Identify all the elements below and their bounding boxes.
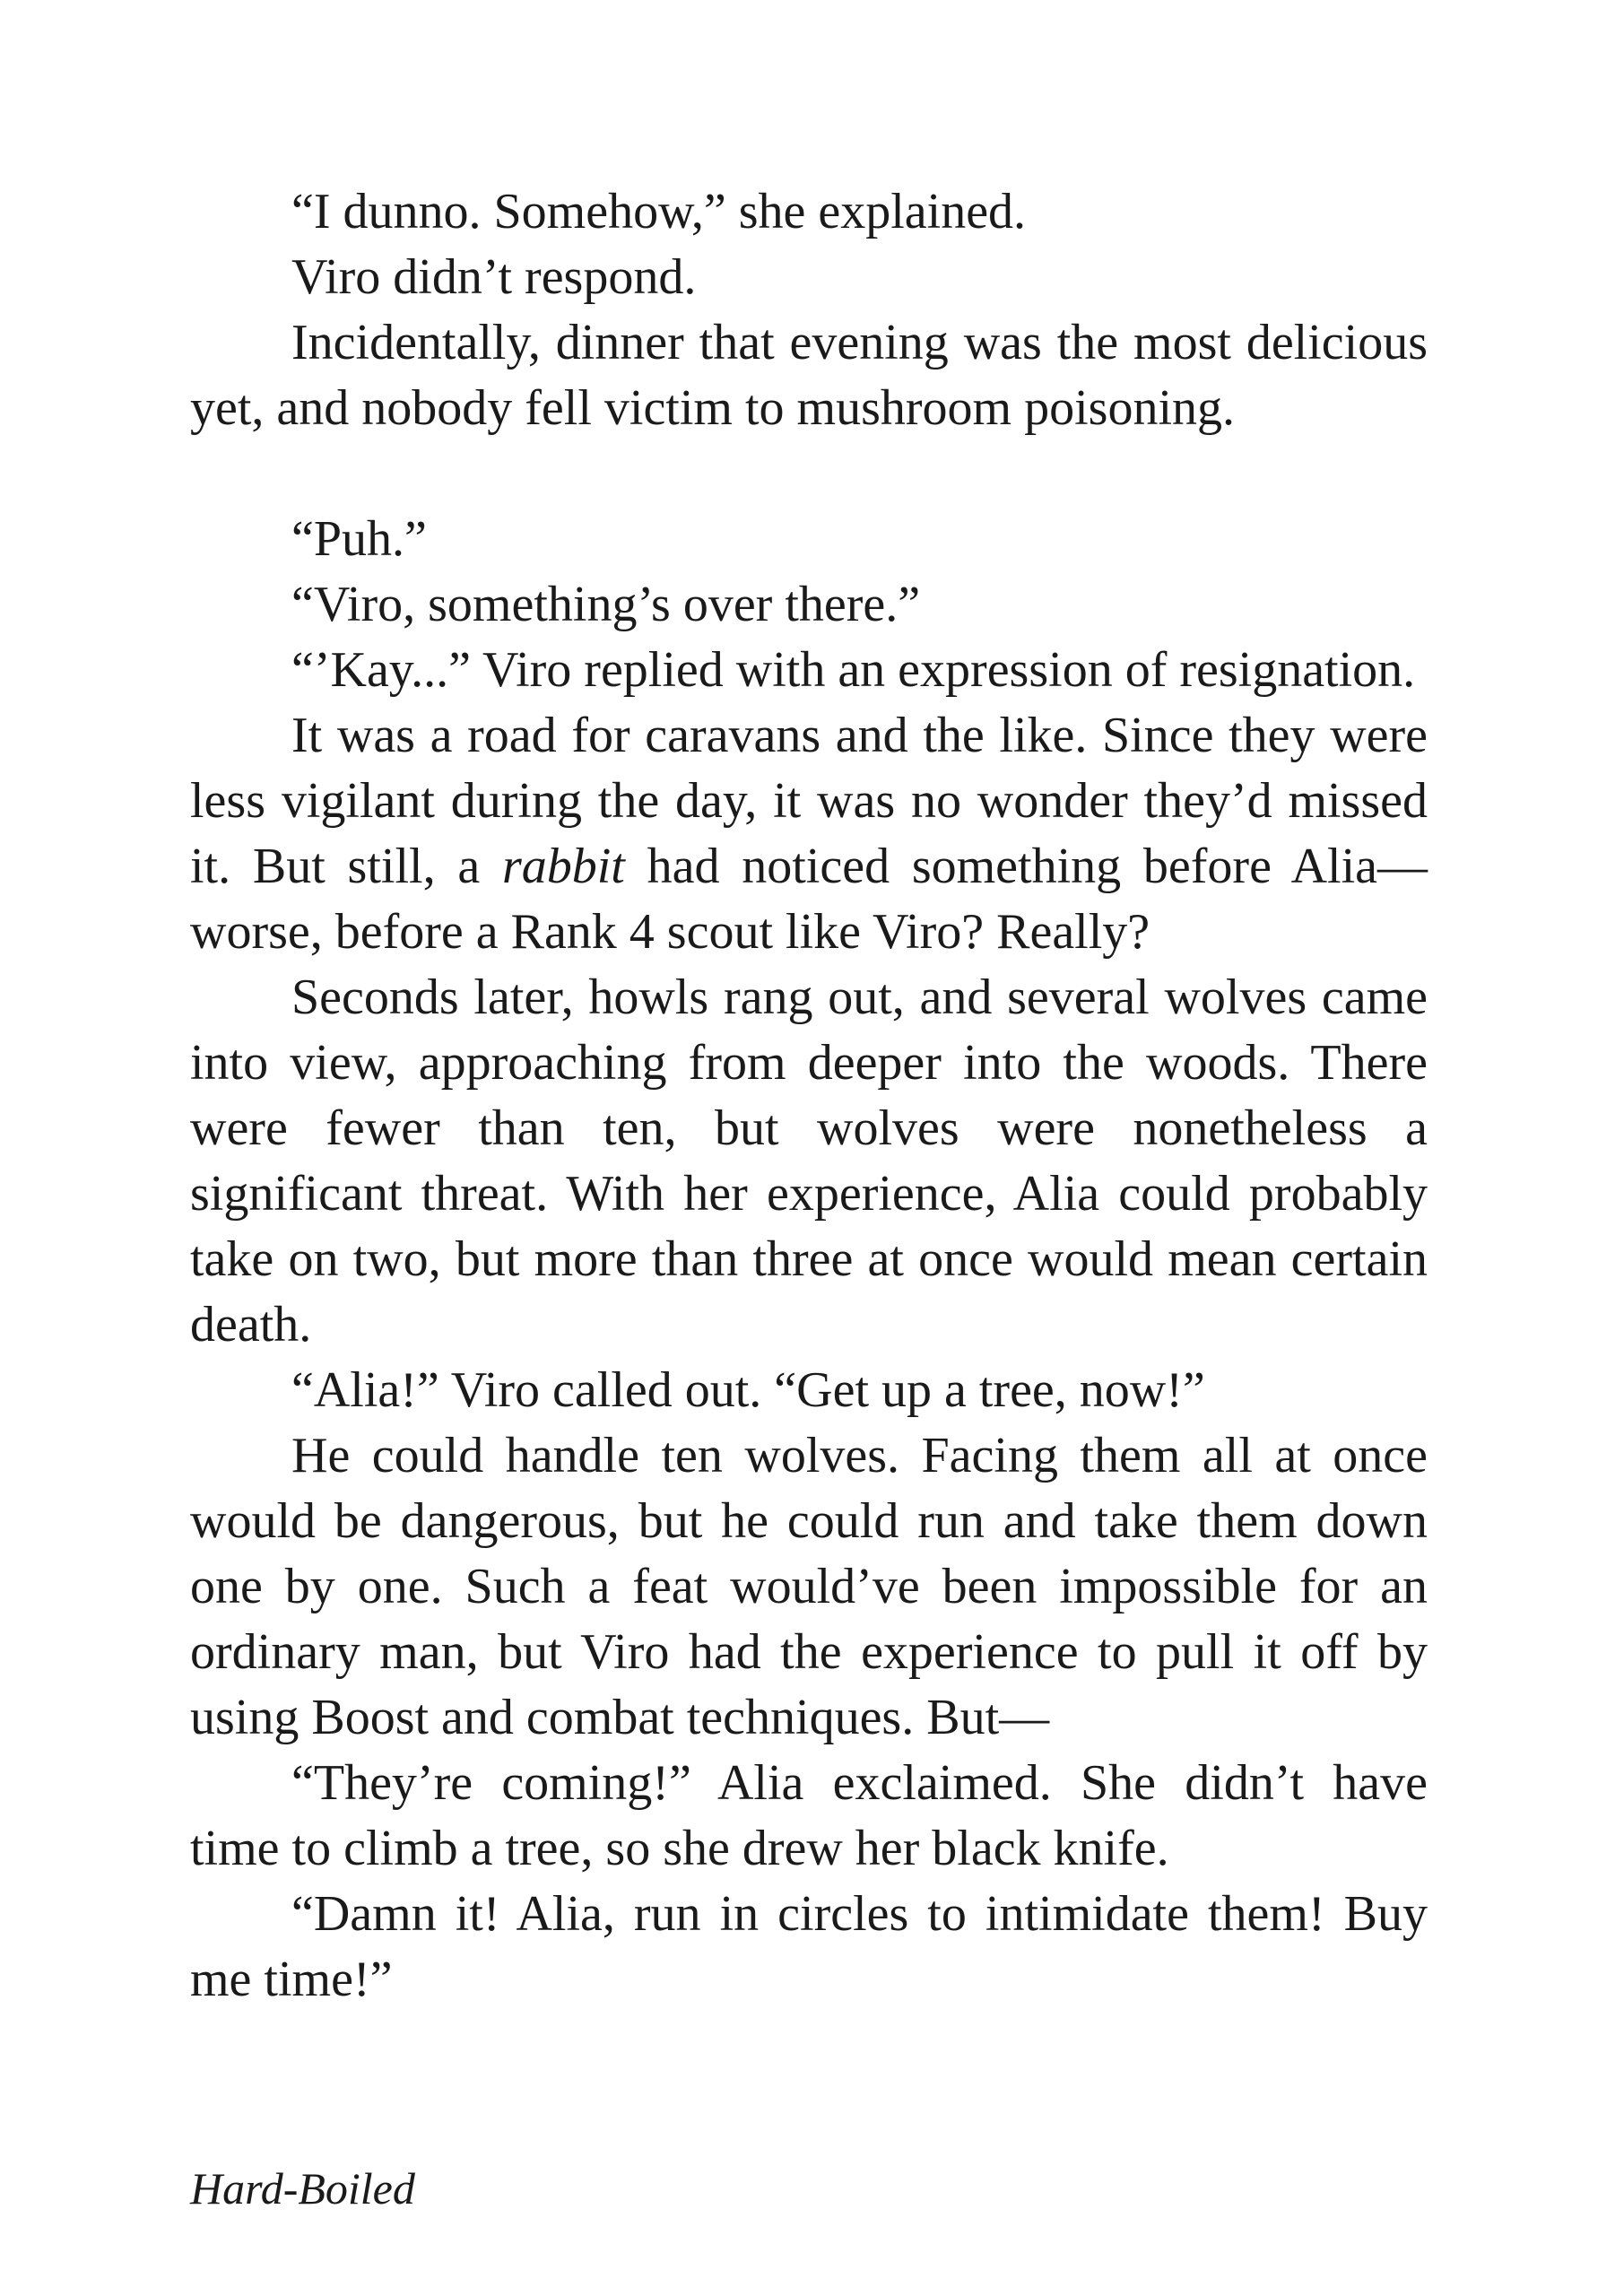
paragraph-10: He could handle ten wolves. Facing them all at once would be dangerous, but he could run and take them down one by one. Such a feat would’ve been impossible for an ordinary man, but Viro had the experience to pull it off by using Boost and combat techniques. But—: [190, 1428, 1428, 1745]
paragraph-7: [190, 703, 1428, 965]
paragraph-9: “Alia!” Viro called out. “Get up a tree, now!”: [291, 1362, 1205, 1418]
paragraph-4: “Puh.”: [291, 511, 427, 567]
paragraph-3: Incidentally, dinner that evening was the most delicious yet, and nobody fell victim to mushroom poisoning.: [190, 315, 1428, 436]
footer-book-title: Hard-Boiled: [190, 2163, 415, 2213]
paragraph-6: “’Kay...” Viro replied with an expression of resignation.: [291, 642, 1416, 698]
paragraph-1: “I dunno. Somehow,” she explained.: [291, 184, 1027, 239]
scene-break: [190, 441, 1428, 507]
paragraph-8: Seconds later, howls rang out, and several wolves came into view, approaching from deeper into the woods. There were fewer than ten, but wolves were nonetheless a significant threat. With her experience, Alia could probably take on two, but more than three at once would mean certain death.: [190, 970, 1428, 1352]
paragraph-12: “Damn it! Alia, run in circles to intimidate them! Buy me time!”: [190, 1886, 1428, 2007]
paragraph-7-emphasis: rabbit: [501, 839, 625, 894]
paragraph-7-text-before: It was a road for caravans and the like. Since they were less vigilant during the day, it was no wonder they’d missed it. But still, a: [190, 708, 1428, 894]
paragraph-11: “They’re coming!” Alia exclaimed. She didn’t have time to climb a tree, so she drew her black knife.: [190, 1755, 1428, 1876]
paragraph-7-text-after: had noticed something before Alia—worse, before a Rank 4 scout like Viro? Really?: [190, 839, 1428, 960]
paragraph-5: “Viro, something’s over there.”: [291, 577, 921, 632]
paragraph-2: Viro didn’t respond.: [291, 249, 697, 305]
page-body: [190, 179, 1428, 2013]
